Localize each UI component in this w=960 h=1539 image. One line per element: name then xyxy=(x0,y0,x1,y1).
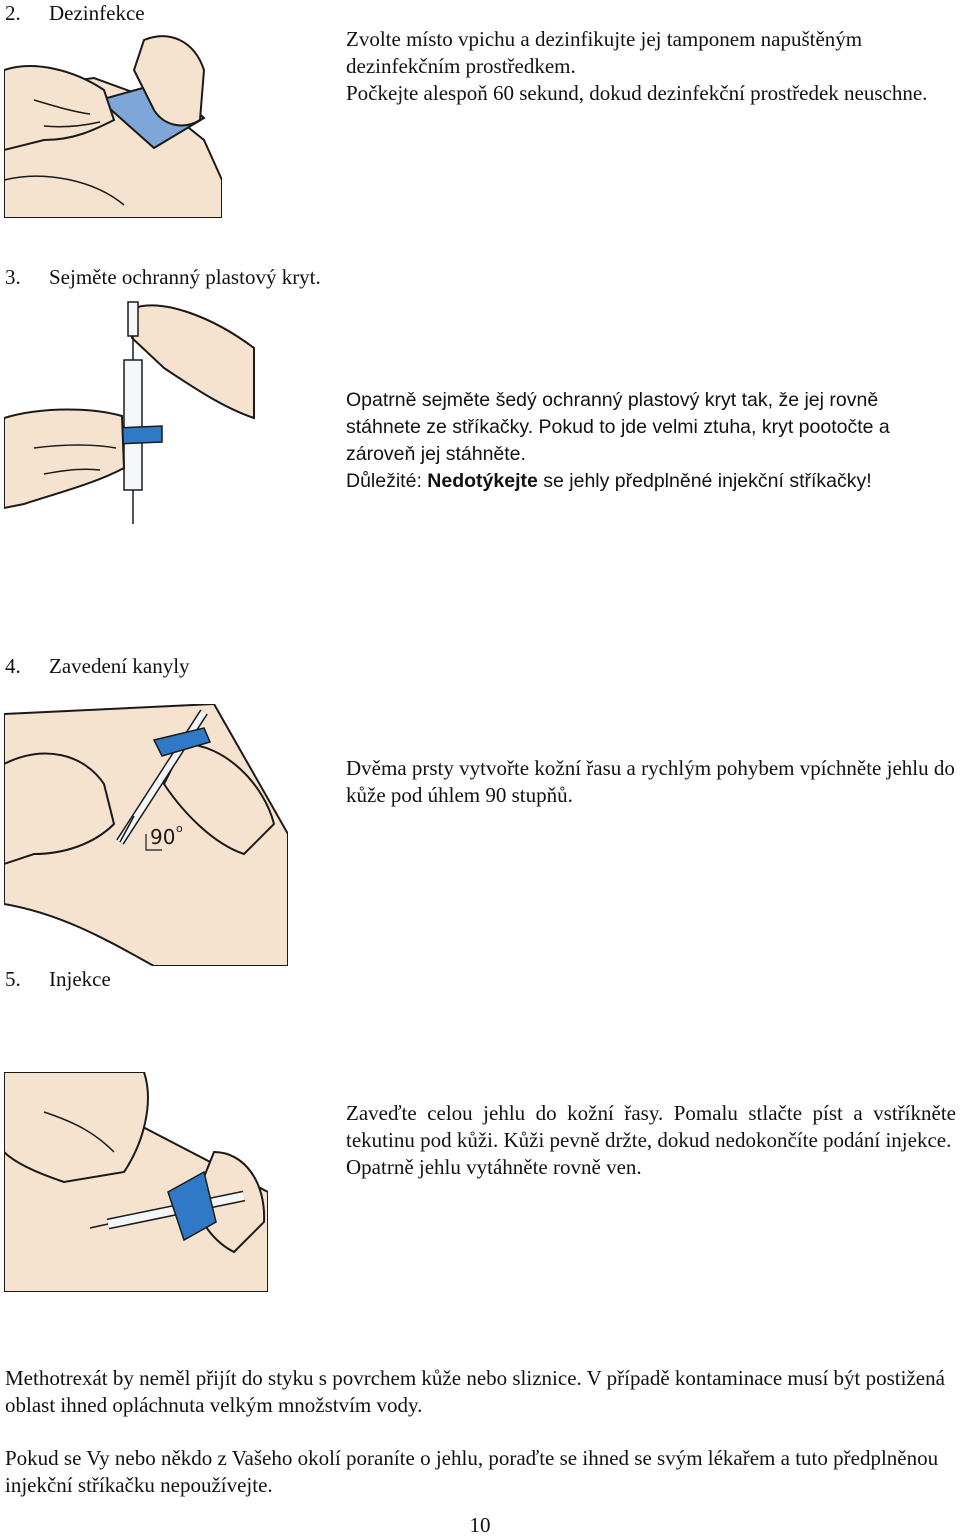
step-3-heading xyxy=(5,264,321,291)
disinfection-illustration xyxy=(4,30,222,218)
step-3-instructions xyxy=(346,387,956,495)
page-number: 10 xyxy=(469,1513,491,1537)
important-label: Důležité: xyxy=(346,470,428,492)
instruction-line: Opatrně jehlu vytáhněte rovně ven. xyxy=(346,1155,642,1179)
needle-insertion-illustration xyxy=(4,704,288,966)
important-note xyxy=(346,468,956,495)
contamination-warning xyxy=(5,1365,955,1419)
remove-cap-illustration xyxy=(4,298,260,546)
warning-text: Methotrexát by neměl přijít do styku s povrchem kůže nebo sliznice. V případě kontaminace musí být postižená oblast ihned opláchnuta velkým množstvím vody. xyxy=(5,1366,945,1417)
angle-label: 90 xyxy=(150,825,176,849)
step-4-heading xyxy=(5,653,190,680)
step-title: Injekce xyxy=(49,967,111,991)
instruction-line: Zvolte místo vpichu a dezinfikujte jej tamponem napuštěným dezinfekčním prostředkem. xyxy=(346,27,863,78)
instruction-line: Dvěma prsty vytvořte kožní řasu a rychlým pohybem vpíchněte jehlu do kůže pod úhlem 90 stupňů. xyxy=(346,756,955,807)
injection-illustration xyxy=(4,1072,268,1292)
step-4-instructions xyxy=(346,755,956,809)
step-title: Sejměte ochranný plastový kryt. xyxy=(49,265,321,289)
step-5-heading xyxy=(5,966,111,993)
step-number: 5. xyxy=(5,967,21,991)
step-5-instructions xyxy=(346,1100,956,1181)
step-2-heading xyxy=(5,0,145,27)
angle-degree-mark: o xyxy=(176,822,183,835)
important-emphasis: Nedotýkejte xyxy=(427,470,538,492)
instruction-line: Zaveďte celou jehlu do kožní řasy. Pomalu stlačte píst a vstříkněte tekutinu pod kůži. Kůži pevně držte, dokud nedokončíte podání injekce. xyxy=(346,1101,956,1152)
instruction-line: Počkejte alespoň 60 sekund, dokud dezinfekční prostředek neuschne. xyxy=(346,81,928,105)
step-number: 4. xyxy=(5,654,21,678)
warning-text: Pokud se Vy nebo někdo z Vašeho okolí poraníte o jehlu, poraďte se ihned se svým lékařem a tuto předplněnou injekční stříkačku nepoužívejte. xyxy=(5,1446,939,1497)
instruction-line: Opatrně sejměte šedý ochranný plastový kryt tak, že jej rovně stáhnete ze stříkačky. Pokud to jde velmi ztuha, kryt pootočte a zároveň jej stáhněte. xyxy=(346,389,890,465)
step-title: Zavedení kanyly xyxy=(49,654,190,678)
step-number: 2. xyxy=(5,1,21,25)
needle-injury-warning xyxy=(5,1445,955,1499)
step-title: Dezinfekce xyxy=(49,1,145,25)
step-number: 3. xyxy=(5,265,21,289)
important-rest: se jehly předplněné injekční stříkačky! xyxy=(537,470,872,492)
step-2-instructions xyxy=(346,26,956,107)
